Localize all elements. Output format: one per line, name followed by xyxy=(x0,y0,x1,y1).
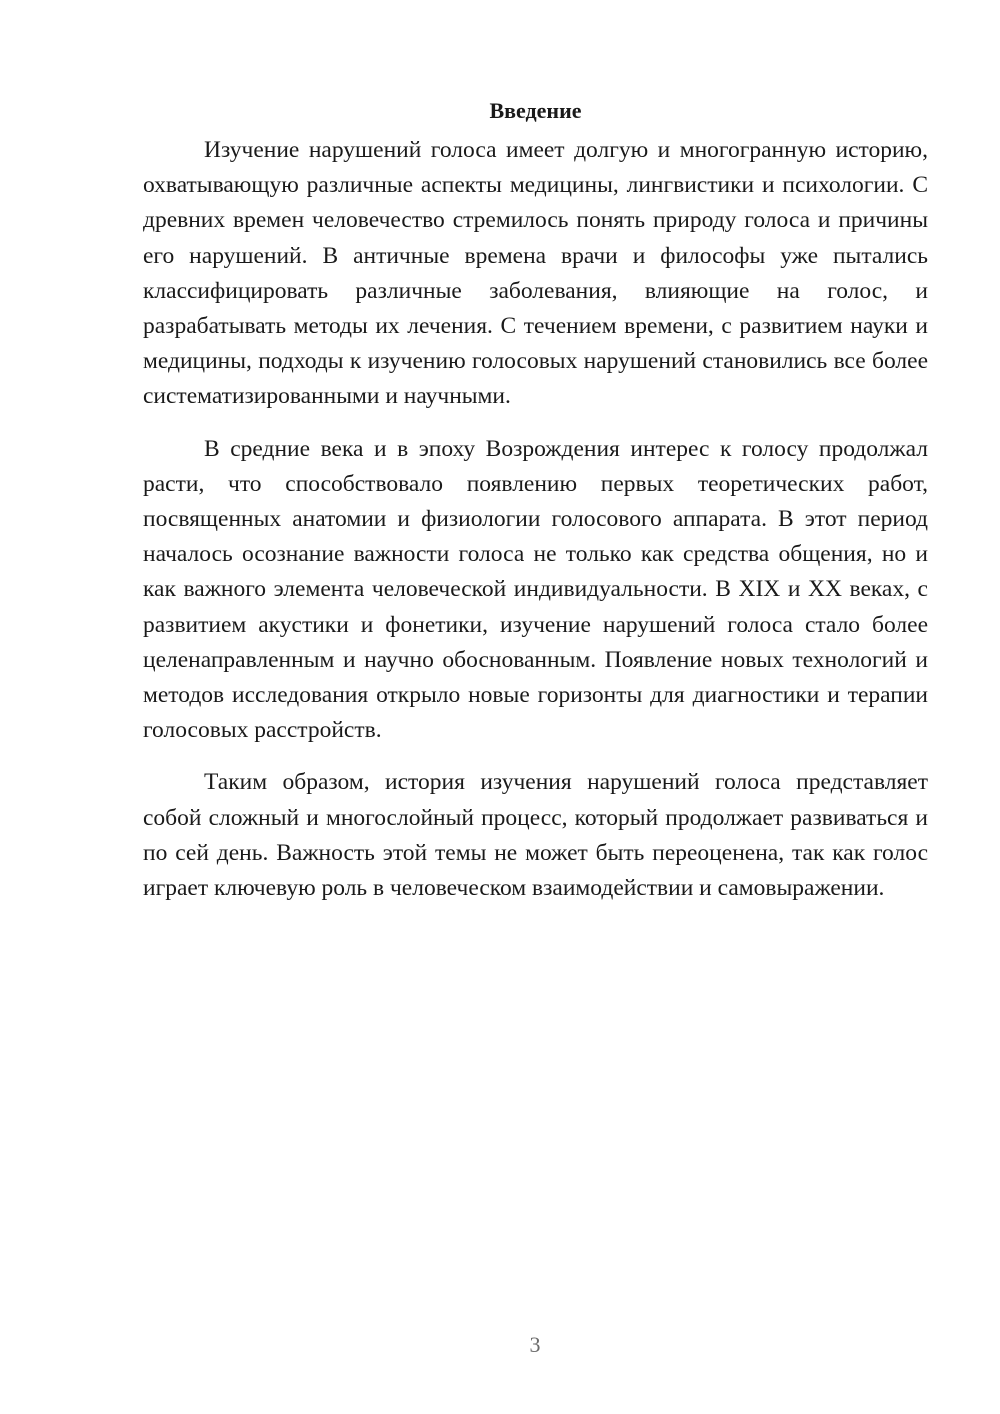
page-content xyxy=(143,94,928,906)
page-number: 3 xyxy=(529,1332,541,1357)
paragraph-3: Таким образом, история изучения нарушений голоса представляет собой сложный и многослойный процесс, который продолжает развиваться и по сей день. Важность этой темы не может быть переоценена, так как голос играет ключевую роль в человеческом взаимодействии и самовыражении. xyxy=(143,769,928,902)
paragraph-2: В средние века и в эпоху Возрождения интерес к голосу продолжал расти, что способствовало появлению первых теоретических работ, посвященных анатомии и физиологии голосового аппарата. В этот период началось осознание важности голоса не только как средства общения, но и как важного элемента человеческой индивидуальности. В XIX и XX веках, с развитием акустики и фонетики, изучение нарушений голоса стало более целенаправленным и научно обоснованным. Появление новых технологий и методов исследования открыло новые горизонты для диагностики и терапии голосовых расстройств. xyxy=(143,435,928,744)
section-title: Введение xyxy=(489,98,582,123)
paragraph-1: Изучение нарушений голоса имеет долгую и многогранную историю, охватывающую различные аспекты медицины, лингвистики и психологии. С древних времен человечество стремилось понять природу голоса и причины его нарушений. В античные времена врачи и философы уже пытались классифицировать различные заболевания, влияющие на голос, и разрабатывать методы их лечения. С течением времени, с развитием науки и медицины, подходы к изучению голосовых нарушений становились все более систематизированными и научными. xyxy=(143,137,928,410)
